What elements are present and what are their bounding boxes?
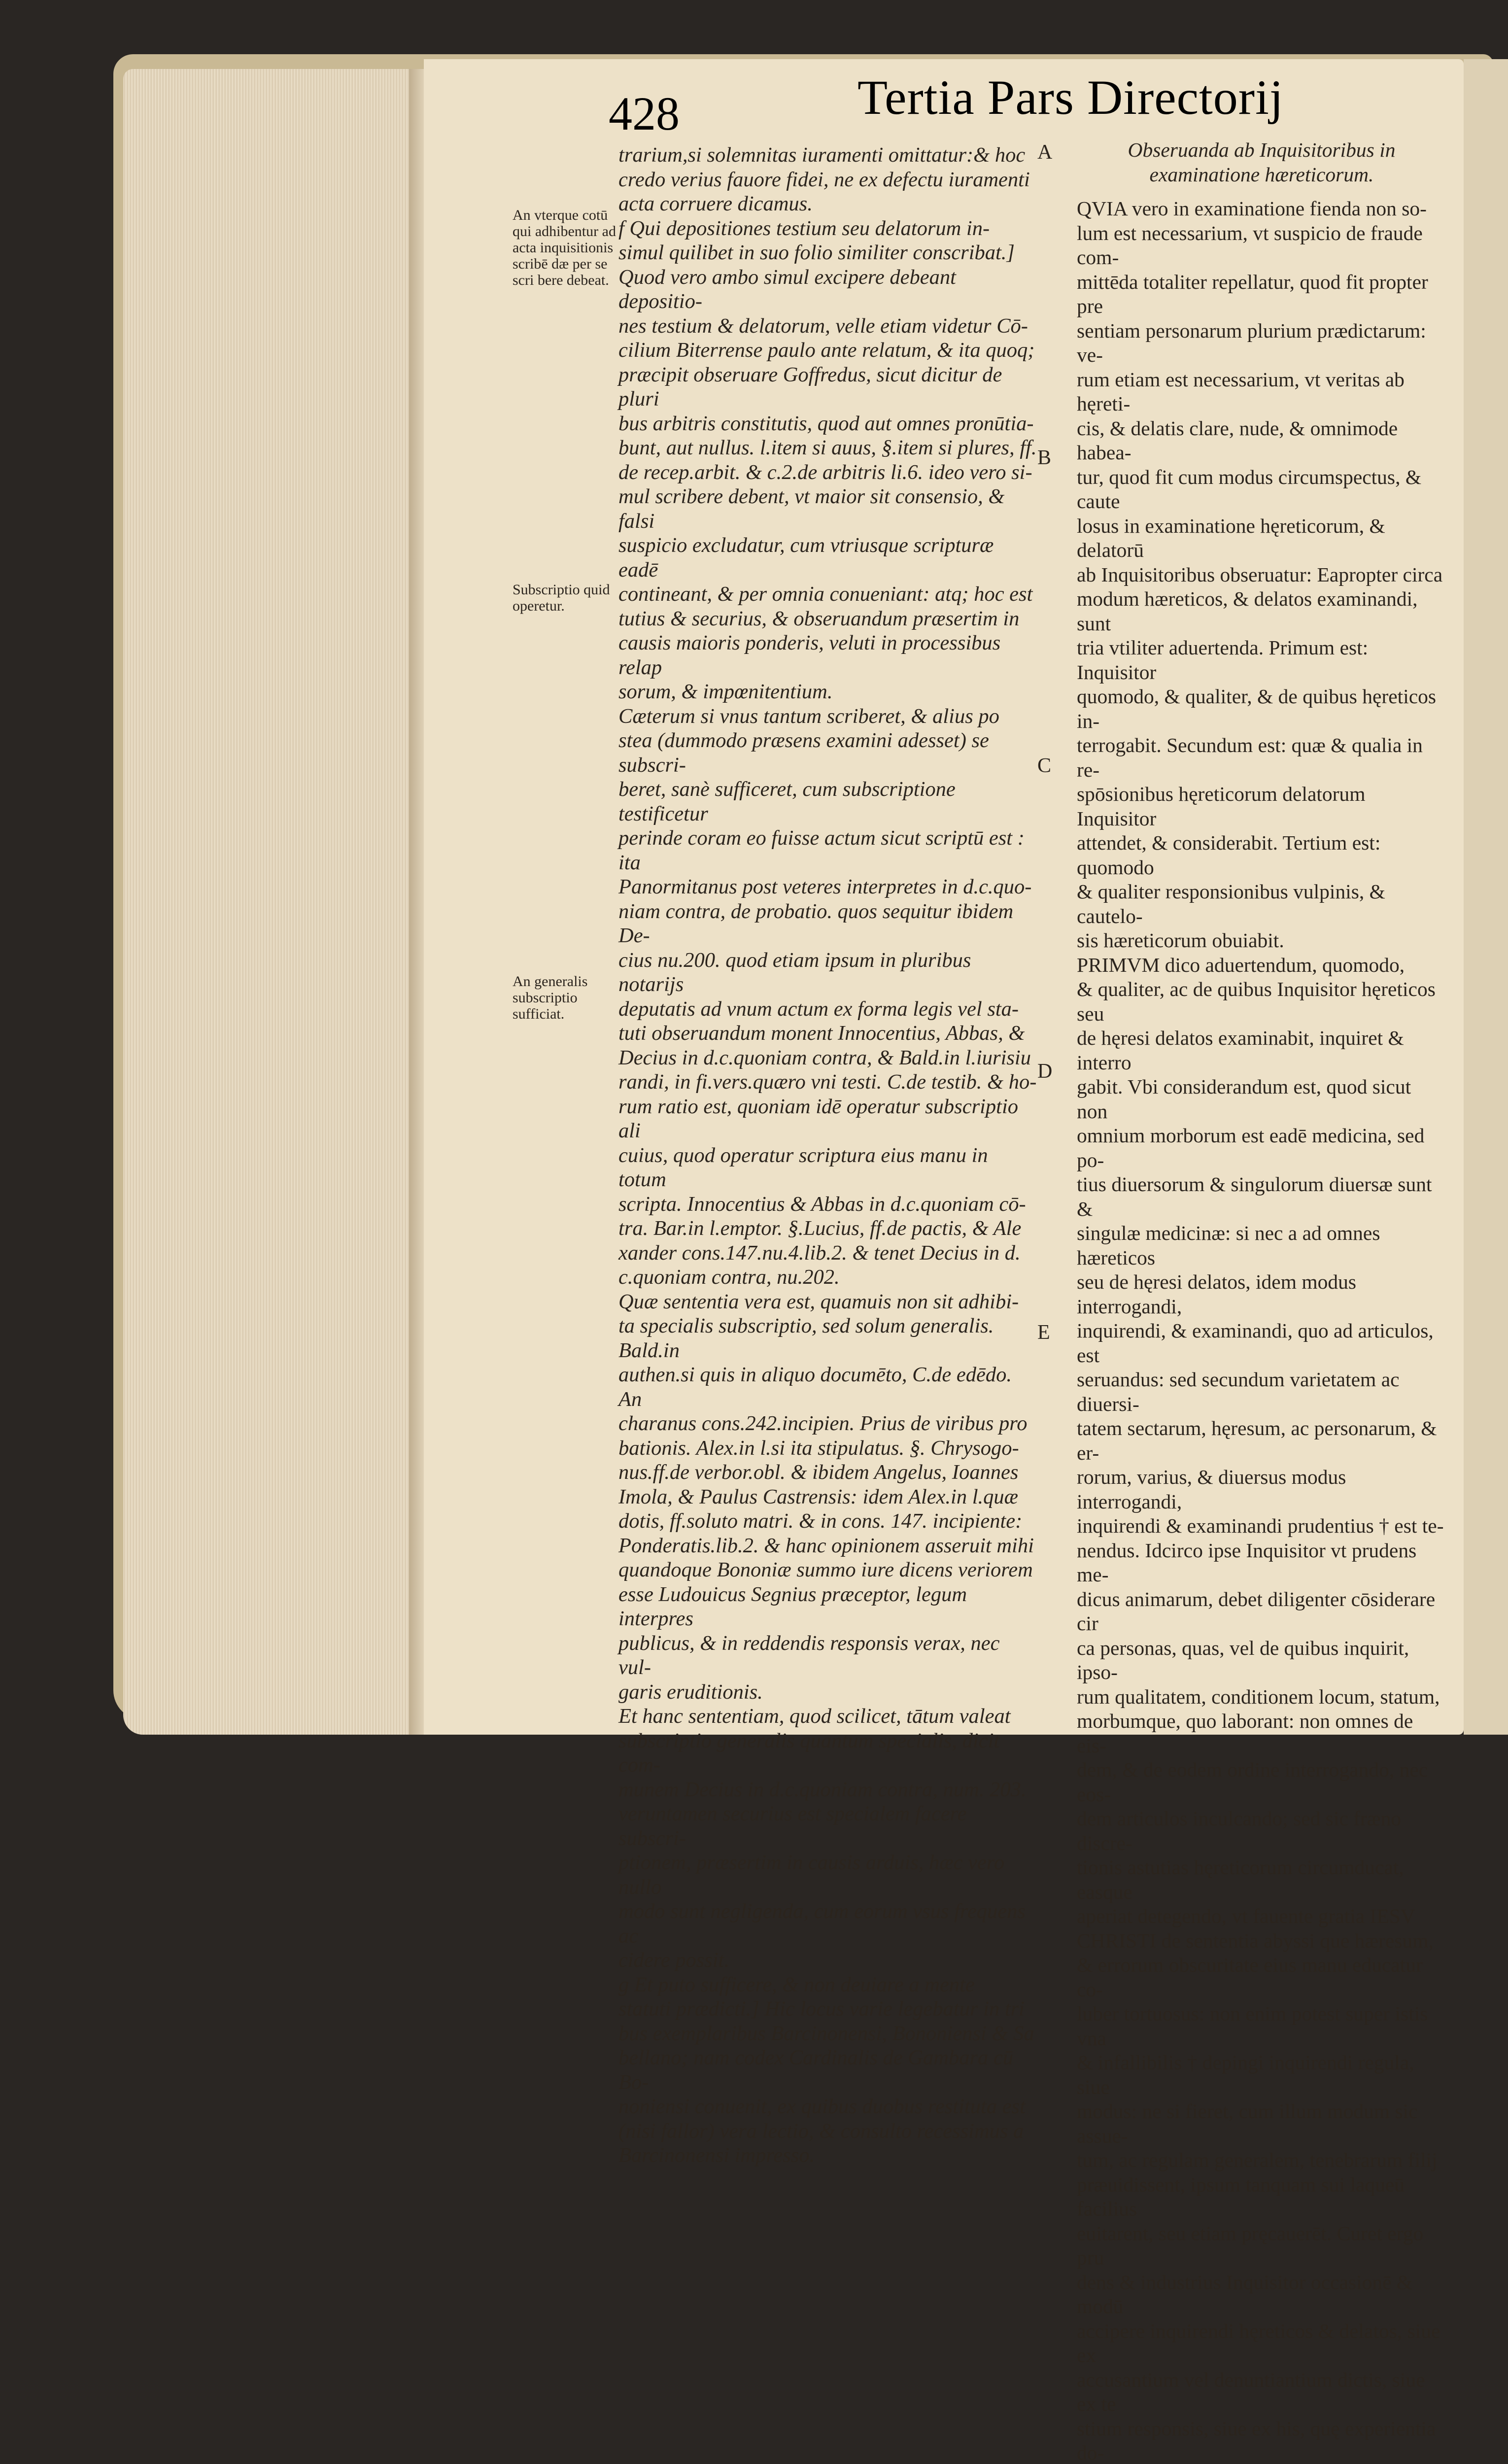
- left-line: cidere possit.: [618, 1948, 1037, 1973]
- left-line: simul quilibet in suo folio similiter conscribat.]: [618, 240, 1037, 265]
- left-line: sorum, & impœnitentium.: [618, 680, 1037, 704]
- right-line: tionis astutias hęreticorum circumducat, easque: [1077, 1855, 1446, 1904]
- left-line: contineant, & per omnia conueniant: atq; hoc est: [618, 582, 1037, 607]
- page-number: 428: [609, 86, 680, 141]
- right-line: tur, quod fit cum modus circumspectus, & caute: [1077, 465, 1446, 514]
- section-letter-a: A: [1037, 140, 1052, 164]
- left-line: perinde coram eo fuisse actum sicut scriptū est : ita: [618, 826, 1037, 875]
- right-line: de hęresi delatos examinabit, inquiret & interro: [1077, 1026, 1446, 1075]
- right-line: accusantium vel denuntiantium dictis, siue ex te: [1077, 2368, 1446, 2417]
- right-line: mittēda totaliter repellatur, quod fit propter pre: [1077, 270, 1446, 319]
- left-line: trarium,si solemnitas iuramenti omittatur:& hoc: [618, 143, 1037, 168]
- left-line: Quæ sententia vera est, quamuis non sit adhibi-: [618, 1290, 1037, 1314]
- right-line: & errorum obscuritate eius manu educatur co-: [1077, 1953, 1446, 2002]
- right-line: euitarent, seu etiam pręcauerēt. Curet ergo pru: [1077, 2222, 1446, 2270]
- left-line: noniensi conuenit, ex quibus duobus restituta est: [618, 2094, 1037, 2119]
- section-letter-c: C: [1037, 754, 1051, 778]
- left-line: tra. Bar.in l.emptor. §.Lucius, ff.de pactis, & Ale: [618, 1216, 1037, 1241]
- right-line: gabit. Vbi considerandum est, quod sicut non: [1077, 1075, 1446, 1124]
- left-line: g Et puto sufficere, & non deuiare a mente: [618, 1973, 1037, 1997]
- left-line: bus exemplaribus Barcinonensi, Bononiensi & Sa: [618, 2021, 1037, 2046]
- left-line: quandoque Bononiæ summo iure dicens veriorem: [618, 1558, 1037, 1582]
- right-line: tatem sectarum, hęresum, ac personarum, & er-: [1077, 1416, 1446, 1465]
- left-line: Quod vero ambo simul excipere debeant depositio-: [618, 265, 1037, 314]
- right-line: seruandus: sed secundum varietatem ac diuersi-: [1077, 1368, 1446, 1416]
- left-line: tuti obseruandum monent Innocentius, Abbas, &: [618, 1021, 1037, 1046]
- right-line: luber tortuosus: non enim potest super istis vna: [1077, 2002, 1446, 2051]
- left-line: deputatis ad vnum actum ex forma legis vel sta-: [618, 997, 1037, 1022]
- left-line: authen.si quis in aliquo documēto, C.de edēdo. An: [618, 1363, 1037, 1411]
- left-line: cius nu.200. quod etiam ipsum in pluribus notarijs: [618, 948, 1037, 997]
- left-line: subscriptio generalis quantum specialis, dicit com-: [618, 1729, 1037, 1778]
- right-line: ab Inquisitoribus obseruatur: Eapropter circa: [1077, 563, 1446, 587]
- left-line: statuti prædicti.] Hic locus varie legebatur in tri: [618, 1997, 1037, 2021]
- right-line: tius diuersorum & singulorum diuersæ sunt &: [1077, 1172, 1446, 1221]
- column-subheading: Obseruanda ab Inquisitoribus in examinatione hæreticorum.: [1077, 138, 1446, 187]
- left-line: credo verius fauore fidei, ne ex defectu iuramenti: [618, 168, 1037, 192]
- right-line: losus in examinatione hęreticorum, & delatorū: [1077, 514, 1446, 563]
- left-line: Decius in d.c.quoniam contra, & Bald.in l.iurisiu: [618, 1046, 1037, 1070]
- right-line: modus: ne si fieret, cum illum modum sic assue-: [1077, 2099, 1446, 2148]
- left-line: randi, in fi.vers.quæro vni testi. C.de testib. & ho-: [618, 1070, 1037, 1095]
- left-line: ta specialis subscriptio, sed solum generalis. Bald.in: [618, 1314, 1037, 1363]
- left-line: garis eruditionis.: [618, 1680, 1037, 1705]
- right-line: & infallibilis † depingi inquirendi regula, siue: [1077, 2051, 1446, 2099]
- left-line: bellano; nam codex Cardinalis de Gambara cū Bo-: [618, 2046, 1037, 2094]
- left-line: Imola, & Paulus Castrensis: idem Alex.in l.quæ: [618, 1485, 1037, 1509]
- right-line: QVIA vero in examinatione fienda non so-: [1077, 197, 1446, 221]
- right-line: cis, & delatis clare, nude, & omnimode habea-: [1077, 416, 1446, 465]
- right-line: & qualiter responsionibus vulpinis, & cautelo-: [1077, 880, 1446, 928]
- section-letter-e: E: [1037, 1321, 1050, 1344]
- left-line: acta corruere dicamus.: [618, 192, 1037, 216]
- right-line: dens & industrius Inquisitor occasionē & modū: [1077, 2270, 1446, 2319]
- left-line: præcipit obseruare Goffredus, sicut dicitur de pluri: [618, 363, 1037, 411]
- right-line: singulæ medicinæ: si nec a ad omnes hæreticos: [1077, 1221, 1446, 1270]
- right-line: rum qualitatem, conditionem locum, statum,: [1077, 1685, 1446, 1710]
- margin-note-3: An generalis subscriptio sufficiat.: [513, 973, 616, 1022]
- right-line: CHRISTI de sententia abyssi que hæresum,: [1077, 1929, 1446, 1953]
- right-line: rum etiam est necessarium, vt veritas ab hęreti-: [1077, 368, 1446, 416]
- right-line: dem articulos inculcando; sed sic fræno discre-: [1077, 1807, 1446, 1855]
- section-letter-d: D: [1037, 1060, 1052, 1083]
- left-line: mul scribere debent, vt maior sit consensio, & falsi: [618, 484, 1037, 533]
- left-line: publicus, & in reddendis responsis verax, nec vul-: [618, 1631, 1037, 1680]
- right-line: terrogabit. Secundum est: quæ & qualia in re-: [1077, 733, 1446, 782]
- right-line: spōsionibus hęreticorum delatorum Inquisitor: [1077, 782, 1446, 831]
- right-line: dicus animarum, debet diligenter cōsiderare cir: [1077, 1587, 1446, 1636]
- running-title: Tertia Pars Directorij: [857, 69, 1284, 126]
- left-line: munem Decius in d.c.quoniam contra, num. 203.: [618, 1778, 1037, 1802]
- left-line: bus arbitris constitutis, quod aut omnes pronūtia-: [618, 411, 1037, 436]
- right-line: sentiam personarum plurium prædictarum: ve-: [1077, 319, 1446, 368]
- left-line: xander cons.147.nu.4.lib.2. & tenet Decius in d.: [618, 1241, 1037, 1266]
- right-line: morbumque, quo laborant: non omnes de eis-: [1077, 1709, 1446, 1758]
- left-line: Panormitanus post veteres interpretes in d.c.quo-: [618, 875, 1037, 899]
- right-line: præuidissent, ipsum tanquam sui laqueū facilius: [1077, 2173, 1446, 2222]
- left-line: de recep.arbit. & c.2.de arbitris li.6. ideo vero si-: [618, 460, 1037, 485]
- facing-page-edge: [1464, 59, 1508, 1735]
- right-line: ca personas, quas, vel de quibus inquirit, ipso-: [1077, 1636, 1446, 1685]
- right-line: tria vtiliter aduertenda. Primum est: Inquisitor: [1077, 636, 1446, 684]
- left-line: dotis, ff.soluto matri. & in cons. 147. incipiente:: [618, 1509, 1037, 1534]
- right-line: quomodo, & qualiter, & de quibus hęreticos in-: [1077, 684, 1446, 733]
- right-line: tum, ac regulam generalem, tenebrarum filij: [1077, 2148, 1446, 2173]
- page-block-edge: [123, 69, 419, 1735]
- left-line: Et hanc sententiam, quod scilicet, tātum valeat: [618, 1704, 1037, 1729]
- right-line: attendet, & considerabit. Tertium est: quomodo: [1077, 831, 1446, 880]
- left-line: Cæterum si vnus tantum scriberet, & alius po: [618, 704, 1037, 729]
- right-line: nendus. Idcirco ipse Inquisitor vt prudens me-: [1077, 1539, 1446, 1587]
- left-line: ptionem, præsertim in causis arduis, hæc vero nullo: [618, 1850, 1037, 1899]
- section-letter-b: B: [1037, 446, 1051, 470]
- right-line: stium responsis, siue ex his, quę experientia do-: [1077, 2417, 1446, 2464]
- left-line: (nisi fallor) vera lectio, & consulto recessimus a: [618, 2119, 1037, 2144]
- left-line: nes testium & delatorum, velle etiam videtur Cō-: [618, 314, 1037, 339]
- left-line: stea (dummodo præsens examini adesset) se subscri-: [618, 728, 1037, 777]
- left-line: bunt, aut nullus. l.item si auus, §.item si plures, ff.: [618, 436, 1037, 460]
- right-line: lum est necessarium, vt suspicio de fraude com-: [1077, 221, 1446, 270]
- right-line: inquirendi & examinandi prudentius † est te-: [1077, 1514, 1446, 1539]
- margin-note-2: Subscriptio quid operetur.: [513, 582, 616, 614]
- margin-note-1: An vterque cotū qui adhibentur ad acta inquisitionis scribē dæ per se scri bere debeat.: [513, 207, 616, 288]
- left-line: causis maioris ponderis, veluti in processibus relap: [618, 631, 1037, 680]
- left-line: cilium Biterrense paulo ante relatum, & ita quoq;: [618, 338, 1037, 363]
- left-line: rum ratio est, quoniam idē operatur subscriptio ali: [618, 1095, 1037, 1143]
- right-line: rorum, varius, & diuersus modus interrogandi,: [1077, 1465, 1446, 1514]
- right-line: & qualiter, ac de quibus Inquisitor hęreticos seu: [1077, 977, 1446, 1026]
- right-column: [1077, 138, 1446, 2464]
- right-line: seu de hęresi delatos, idem modus interrogandi,: [1077, 1270, 1446, 1319]
- left-line: suspicio excludatur, cum vtriusque scripturæ eadē: [618, 533, 1037, 582]
- left-line: beret, sanè sufficeret, cum subscriptione testificetur: [618, 777, 1037, 826]
- left-line: Barcinonensi impresso.: [618, 2143, 1037, 2168]
- left-line: modo sunt negligenda, cum eorum vsus frequens ac: [618, 1899, 1037, 1948]
- left-line: scripta. Innocentius & Abbas in d.c.quoniam cō-: [618, 1192, 1037, 1217]
- left-line: esse Ludouicus Segnius præceptor, legum interpres: [618, 1582, 1037, 1631]
- left-line: c.quoniam contra, nu.202.: [618, 1265, 1037, 1290]
- right-line: omnium morborum est eadē medicina, sed po-: [1077, 1124, 1446, 1172]
- left-column: [618, 143, 1037, 2168]
- left-line: Ponderatis.lib.2. & hanc opinionem asseruit mihi: [618, 1534, 1037, 1558]
- left-line: veruntamen securius est specialem facere subscri-: [618, 1802, 1037, 1850]
- left-line: niam contra, de probatio. quos sequitur ibidem De-: [618, 899, 1037, 948]
- right-line: modum hæreticos, & delatos examinandi, sunt: [1077, 587, 1446, 636]
- right-line: PRIMVM dico aduertendum, quomodo,: [1077, 953, 1446, 978]
- right-line: aperiat detegendo, vt fauente gratia IESV: [1077, 1904, 1446, 1929]
- left-line: nus.ff.de verbor.obl. & ibidem Angelus, Ioannes: [618, 1460, 1037, 1485]
- right-line: sis hæreticorum obuiabit.: [1077, 928, 1446, 953]
- left-line: cuius, quod operatur scriptura eius manu in totum: [618, 1143, 1037, 1192]
- left-line: charanus cons.242.incipien. Prius de viribus pro: [618, 1411, 1037, 1436]
- left-line: bationis. Alex.in l.si ita stipulatus. §. Chrysogo-: [618, 1436, 1037, 1461]
- left-line: tutius & securius, & obseruandum præsertim in: [618, 607, 1037, 631]
- right-line: accipere inquirendi hęreticos & delatos, siue ex: [1077, 2319, 1446, 2368]
- right-line: inquirendi, & examinandi, quo ad articulos, est: [1077, 1319, 1446, 1368]
- left-line: f Qui depositiones testium seu delatorum in-: [618, 216, 1037, 241]
- right-line: dem, & de eodem ordine interrogando, nec eos-: [1077, 1758, 1446, 1807]
